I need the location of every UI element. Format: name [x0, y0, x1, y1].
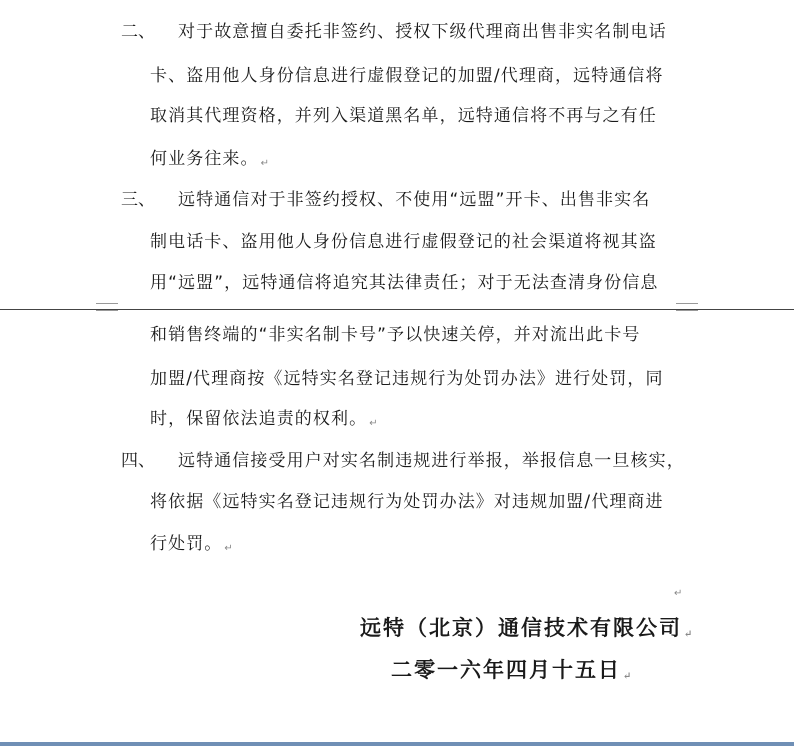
- text-line: 加盟/代理商按《远特实名登记违规行为处罚办法》进行处罚，同: [150, 369, 664, 389]
- text-line: 取消其代理资格，并列入渠道黑名单，远特通信将不再与之有任: [150, 106, 657, 126]
- text-content: 何业务往来。: [150, 149, 259, 169]
- text-line: 将依据《远特实名登记违规行为处罚办法》对违规加盟/代理商进: [150, 492, 664, 512]
- text-line: 用“远盟”，远特通信将追究其法律责任；对于无法查清身份信息: [150, 273, 659, 293]
- text-line: 对于故意擅自委托非签约、授权下级代理商出售非实名制电话: [178, 22, 667, 42]
- paragraph-mark-icon: ↵: [674, 588, 684, 599]
- text-content: 时，保留依法追责的权利。: [150, 409, 368, 429]
- text-line: [150, 407, 379, 436]
- text-content: 行处罚。: [150, 534, 223, 554]
- company-name: 远特（北京）通信技术有限公司: [360, 615, 682, 640]
- text-line: [150, 532, 234, 561]
- text-line: [150, 147, 270, 176]
- signature-date: [391, 656, 633, 691]
- paragraph-mark-icon: ↵: [224, 543, 234, 554]
- item-number: 三、: [121, 190, 155, 210]
- paragraph-mark-icon: ↵: [369, 418, 379, 429]
- text-line: 远特通信对于非签约授权、不使用“远盟”开卡、出售非实名: [178, 190, 651, 210]
- text-line: 远特通信接受用户对实名制违规进行举报，举报信息一旦核实，: [178, 451, 685, 471]
- paragraph-mark-icon: ↵: [623, 671, 634, 682]
- text-line: 卡、盗用他人身份信息进行虚假登记的加盟/代理商，远特通信将: [150, 66, 664, 86]
- window-bottom-edge: [0, 742, 794, 746]
- signature-company: [360, 614, 694, 649]
- item-number: 四、: [121, 451, 155, 471]
- paragraph-mark-icon: ↵: [684, 629, 695, 640]
- paragraph-mark-icon: ↵: [260, 158, 271, 169]
- text-line: 制电话卡、盗用他人身份信息进行虚假登记的社会渠道将视其盗: [150, 232, 657, 252]
- item-number: 二、: [121, 22, 155, 42]
- date-text: 二零一六年四月十五日: [391, 657, 621, 682]
- text-line: 和销售终端的“非实名制卡号”予以快速关停，并对流出此卡号: [150, 325, 641, 345]
- page-break-line: [0, 309, 794, 310]
- empty-paragraph: [672, 577, 683, 606]
